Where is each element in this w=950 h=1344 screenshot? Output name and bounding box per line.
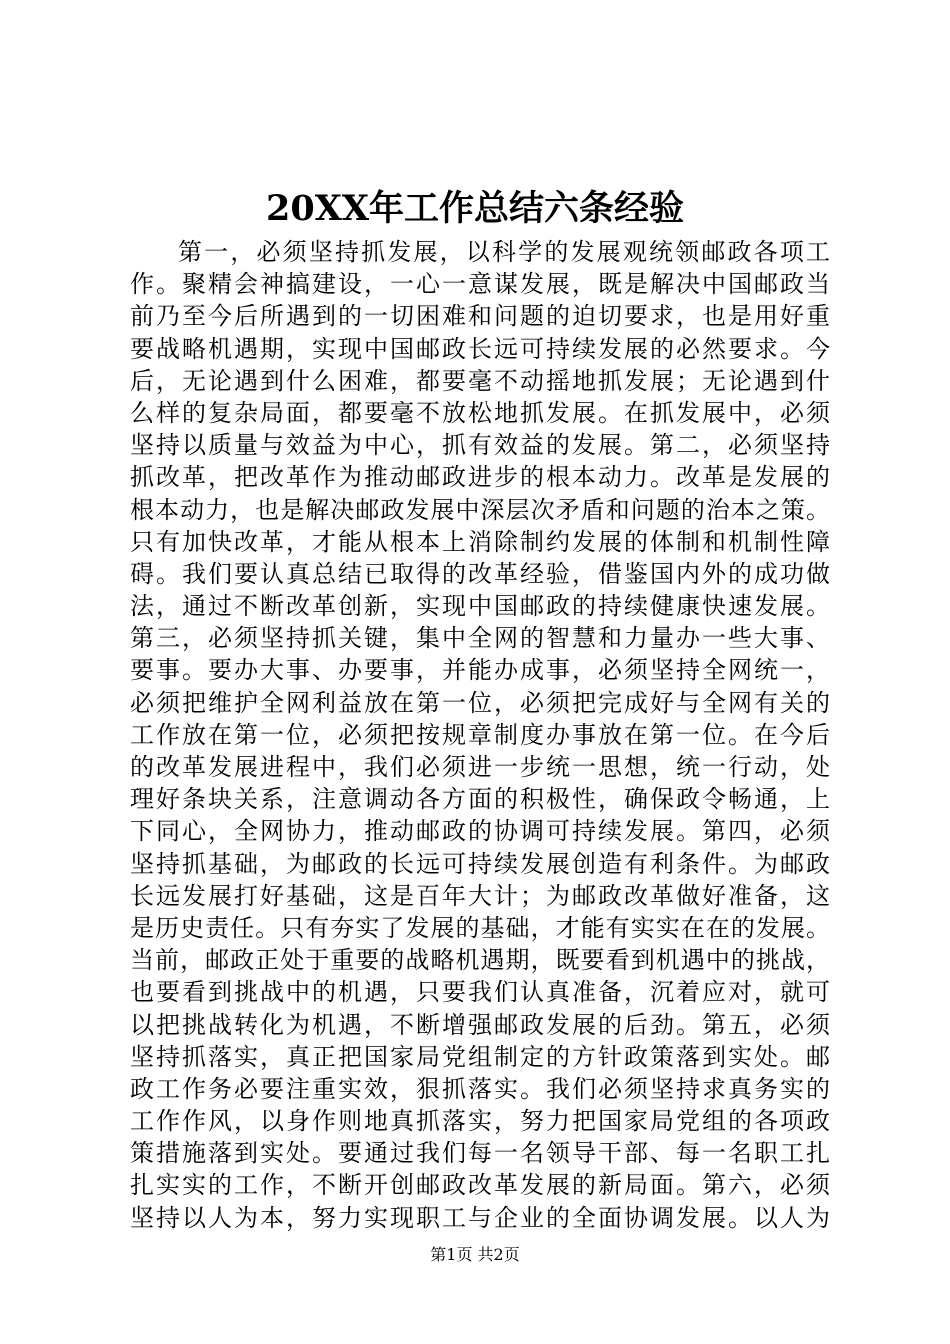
body-line: 必须把维护全网利益放在第一位，必须把完成好与全网有关的 bbox=[130, 688, 830, 717]
body-line: 坚持以人为本，努力实现职工与企业的全面协调发展。以人为 bbox=[130, 1203, 830, 1232]
body-line: 长远发展打好基础，这是百年大计；为邮政改革做好准备，这 bbox=[130, 881, 830, 910]
body-line: 坚持以质量与效益为中心，抓有效益的发展。第二，必须坚持 bbox=[130, 431, 830, 460]
body-line: 第一，必须坚持抓发展，以科学的发展观统领邮政各项工 bbox=[178, 238, 830, 266]
body-line: 也要看到挑战中的机遇，只要我们认真准备，沉着应对，就可 bbox=[130, 978, 830, 1007]
body-line: 要战略机遇期，实现中国邮政长远可持续发展的必然要求。今 bbox=[130, 334, 830, 363]
body-line: 工作放在第一位，必须把按规章制度办事放在第一位。在今后 bbox=[130, 720, 830, 749]
body-line: 坚持抓基础，为邮政的长远可持续发展创造有利条件。为邮政 bbox=[130, 849, 830, 878]
body-line: 后，无论遇到什么困难，都要毫不动摇地抓发展；无论遇到什 bbox=[130, 366, 830, 395]
document-body bbox=[130, 236, 830, 1234]
body-line: 法，通过不断改革创新，实现中国邮政的持续健康快速发展。 bbox=[130, 592, 830, 621]
body-line: 策措施落到实处。要通过我们每一名领导干部、每一名职工扎 bbox=[130, 1139, 830, 1168]
body-line: 工作作风，以身作则地真抓落实，努力把国家局党组的各项政 bbox=[130, 1107, 830, 1136]
body-line: 坚持抓落实，真正把国家局党组制定的方针政策落到实处。邮 bbox=[130, 1042, 830, 1071]
body-line: 只有加快改革，才能从根本上消除制约发展的体制和机制性障 bbox=[130, 527, 830, 556]
body-line: 碍。我们要认真总结已取得的改革经验，借鉴国内外的成功做 bbox=[130, 559, 830, 588]
page-footer: 第1页 共2页 bbox=[430, 1245, 520, 1264]
body-line: 抓改革，把改革作为推动邮政进步的根本动力。改革是发展的 bbox=[130, 463, 830, 492]
body-line: 么样的复杂局面，都要毫不放松地抓发展。在抓发展中，必须 bbox=[130, 398, 830, 427]
body-line: 扎实实的工作，不断开创邮政改革发展的新局面。第六，必须 bbox=[130, 1171, 830, 1200]
body-line: 要事。要办大事、办要事，并能办成事，必须坚持全网统一， bbox=[130, 656, 830, 685]
document-title: 20XX年工作总结六条经验 bbox=[265, 188, 685, 229]
body-line: 第三，必须坚持抓关键，集中全网的智慧和力量办一些大事、 bbox=[130, 624, 830, 653]
body-line: 的改革发展进程中，我们必须进一步统一思想，统一行动，处 bbox=[130, 753, 830, 781]
body-line: 下同心，全网协力，推动邮政的协调可持续发展。第四，必须 bbox=[130, 817, 830, 846]
body-line: 前乃至今后所遇到的一切困难和问题的迫切要求，也是用好重 bbox=[130, 302, 830, 331]
body-line: 是历史责任。只有夯实了发展的基础，才能有实实在在的发展。 bbox=[130, 913, 830, 942]
body-line: 作。聚精会神搞建设，一心一意谋发展，既是解决中国邮政当 bbox=[130, 270, 830, 299]
body-line: 当前，邮政正处于重要的战略机遇期，既要看到机遇中的挑战， bbox=[130, 946, 830, 975]
body-line: 以把挑战转化为机遇，不断增强邮政发展的后劲。第五，必须 bbox=[130, 1010, 830, 1039]
body-line: 政工作务必要注重实效，狠抓落实。我们必须坚持求真务实的 bbox=[130, 1074, 830, 1103]
body-line: 理好条块关系，注意调动各方面的积极性，确保政令畅通，上 bbox=[130, 785, 830, 814]
body-line: 根本动力，也是解决邮政发展中深层次矛盾和问题的治本之策。 bbox=[130, 495, 830, 524]
